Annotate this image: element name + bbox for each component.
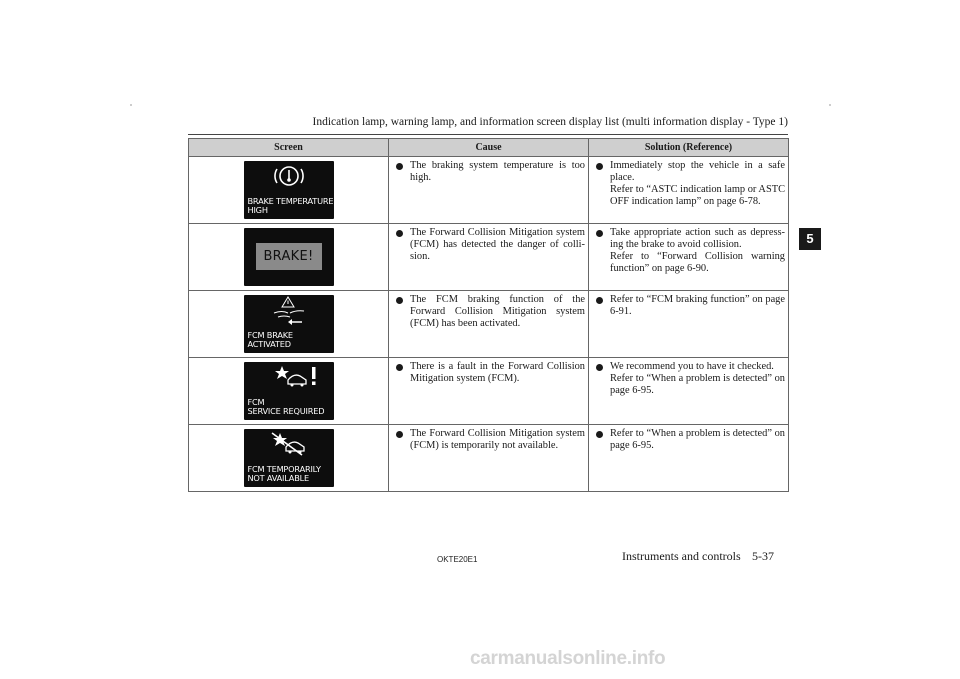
table-header-row bbox=[189, 139, 789, 157]
bullet-icon bbox=[396, 230, 403, 237]
table-row bbox=[189, 157, 789, 224]
brake-warning-box: BRAKE! bbox=[256, 243, 322, 270]
solution-reference: Refer to “ASTC indication lamp or ASTC OFF indication lamp” on page 6-78. bbox=[610, 184, 785, 207]
page-header-title: Indication lamp, warning lamp, and information screen display list (multi information display - Type 1) bbox=[312, 116, 788, 128]
bullet-icon bbox=[396, 431, 403, 438]
bullet-icon bbox=[596, 163, 603, 170]
display-screen-image bbox=[244, 362, 334, 420]
bullet-icon bbox=[596, 230, 603, 237]
solution-cell bbox=[589, 291, 789, 358]
header-divider bbox=[188, 134, 788, 135]
display-screen-image bbox=[244, 161, 334, 219]
table-row bbox=[189, 358, 789, 425]
solution-cell bbox=[589, 358, 789, 425]
table-row bbox=[189, 224, 789, 291]
column-header-solution: Solution (Reference) bbox=[589, 139, 789, 157]
cause-cell bbox=[389, 425, 589, 492]
chapter-tab: 5 bbox=[799, 228, 821, 250]
cause-text: The Forward Collision Mitigation system (FCM) has detected the danger of colli-sion. bbox=[410, 227, 585, 262]
solution-reference: Refer to “FCM braking function” on page 6-91. bbox=[610, 294, 785, 317]
screen-cell bbox=[189, 291, 389, 358]
screen-caption: FCM BRAKE ACTIVATED bbox=[247, 330, 293, 349]
screen-caption: FCM SERVICE REQUIRED bbox=[247, 397, 325, 416]
screen-cell bbox=[189, 425, 389, 492]
solution-reference: Refer to “Forward Collision warning function” on page 6-90. bbox=[610, 251, 785, 274]
screen-cell bbox=[189, 157, 389, 224]
column-header-cause: Cause bbox=[389, 139, 589, 157]
solution-text: Take appropriate action such as depress-ing the brake to avoid collision. bbox=[610, 227, 785, 250]
solution-cell bbox=[589, 224, 789, 291]
page-number: 5-37 bbox=[752, 549, 774, 563]
column-header-screen: Screen bbox=[189, 139, 389, 157]
bullet-icon bbox=[596, 364, 603, 371]
solution-text: Immediately stop the vehicle in a safe place. bbox=[610, 160, 785, 183]
screen-caption: FCM TEMPORARILY NOT AVAILABLE bbox=[247, 464, 321, 483]
solution-cell bbox=[589, 157, 789, 224]
cause-text: The FCM braking function of the Forward Collision Mitigation system (FCM) has been activated. bbox=[410, 294, 585, 329]
screen-cell bbox=[189, 358, 389, 425]
table-row bbox=[189, 425, 789, 492]
document-code: OKTE20E1 bbox=[437, 555, 478, 564]
bullet-icon bbox=[396, 364, 403, 371]
display-screen-image bbox=[244, 295, 334, 353]
footer-section-title: Instruments and controls bbox=[622, 549, 741, 563]
cause-text: The Forward Collision Mitigation system (FCM) is temporarily not available. bbox=[410, 428, 585, 451]
solution-cell bbox=[589, 425, 789, 492]
cause-cell bbox=[389, 157, 589, 224]
cause-text: The braking system temperature is too high. bbox=[410, 160, 585, 183]
bullet-icon bbox=[396, 163, 403, 170]
screen-cell bbox=[189, 224, 389, 291]
display-screen-image bbox=[244, 228, 334, 286]
cause-cell bbox=[389, 224, 589, 291]
display-screen-image bbox=[244, 429, 334, 487]
screen-caption: BRAKE TEMPERATURE HIGH bbox=[247, 196, 334, 215]
bullet-icon bbox=[596, 297, 603, 304]
solution-reference: Refer to “When a problem is detected” on page 6-95. bbox=[610, 428, 785, 451]
cause-cell bbox=[389, 358, 589, 425]
watermark: carmanualsonline.info bbox=[470, 648, 666, 669]
cause-text: There is a fault in the Forward Collision Mitigation system (FCM). bbox=[410, 361, 585, 384]
cause-cell bbox=[389, 291, 589, 358]
solution-text: We recommend you to have it checked. bbox=[610, 361, 774, 372]
table-row bbox=[189, 291, 789, 358]
bullet-icon bbox=[596, 431, 603, 438]
bullet-icon bbox=[396, 297, 403, 304]
display-list-table bbox=[188, 138, 789, 492]
solution-reference: Refer to “When a problem is detected” on page 6-95. bbox=[610, 373, 785, 396]
